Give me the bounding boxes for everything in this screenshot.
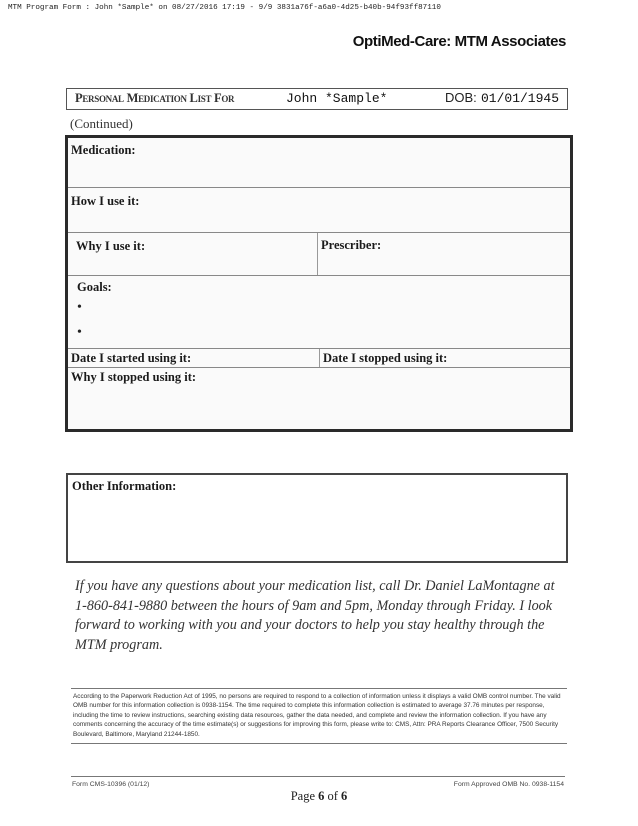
document-header-line: MTM Program Form : John *Sample* on 08/27/2016 17:19 - 9/9 3831a76f-a6a0-4d25-b40b-94f93ff87110 [8, 4, 441, 12]
column-divider [319, 349, 320, 367]
prescriber-label: Prescriber: [321, 238, 382, 252]
medication-label: Medication: [71, 143, 136, 157]
goals-label: Goals: [77, 280, 112, 294]
contact-notice: If you have any questions about your medication list, call Dr. Daniel LaMontagne at 1-860-841-9880 between the hours of 9am and 5pm, Monday through Friday. I look forward to working with you and your doctors to help you stay healthy through the MTM program. [75, 578, 555, 653]
column-divider [317, 233, 318, 275]
form-id: Form CMS-10396 (01/12) [72, 781, 150, 788]
how-i-use-label: How I use it: [71, 194, 140, 208]
goal-bullet-1: • [77, 300, 82, 315]
page-of: of [327, 789, 338, 803]
goals-row[interactable] [68, 276, 570, 349]
medication-list-header [66, 88, 568, 110]
list-title: Personal Medication List For [75, 91, 235, 105]
continued-label: (Continued) [70, 116, 133, 131]
page-total: 6 [341, 789, 348, 803]
page-number [0, 789, 638, 804]
date-stopped-label: Date I stopped using it: [323, 351, 448, 365]
medication-entry-box [65, 135, 573, 432]
page-prefix: Page [290, 789, 315, 803]
dates-row [68, 349, 570, 368]
medication-row[interactable] [68, 138, 570, 188]
footer-divider [71, 776, 565, 777]
page-current: 6 [318, 789, 325, 803]
goal-bullet-2: • [77, 325, 82, 340]
why-use-prescriber-row [68, 233, 570, 276]
other-information-box[interactable] [66, 473, 568, 563]
how-i-use-row[interactable] [68, 188, 570, 233]
patient-name[interactable]: John *Sample* [286, 91, 388, 106]
date-started-label: Date I started using it: [71, 351, 192, 365]
omb-number: Form Approved OMB No. 0938-1154 [453, 781, 564, 788]
why-stopped-label: Why I stopped using it: [71, 370, 197, 384]
dob-value[interactable]: 01/01/1945 [481, 91, 560, 106]
other-information-label: Other Information: [72, 479, 177, 493]
organization-name: OptiMed-Care: MTM Associates [352, 33, 566, 50]
dob-label: DOB: [445, 90, 477, 105]
why-stopped-row[interactable] [68, 368, 570, 429]
paperwork-reduction-notice: According to the Paperwork Reduction Act of 1995, no persons are required to respond to a collection of information unless it displays a valid OMB control number. The valid OMB number for this information collection is 0938-1154. The time required to complete this information collection is estimated to average 37.76 minutes per response, including the time to review instructions, searching existing data resources, gather the data needed, and complete and review the information collection. If you have any comments concerning the accuracy of the time estimate(s) or suggestions for improving this form, please write to: CMS, Attn: PRA Reports Clearance Officer, 7500 Security Boulevard, Baltimore, Maryland 21244-1850. [71, 688, 567, 744]
why-i-use-label: Why I use it: [76, 239, 146, 253]
